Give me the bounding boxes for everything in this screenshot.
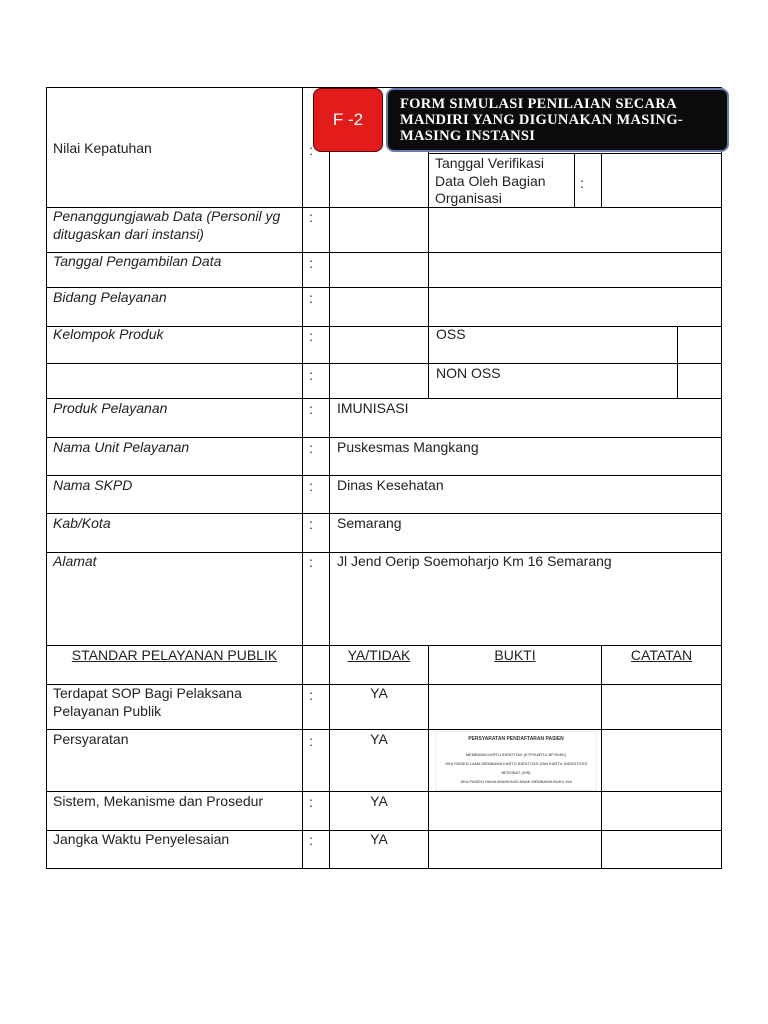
option-non-oss: NON OSS — [436, 365, 501, 381]
table-border-right — [721, 87, 722, 869]
evidence-doc-line: JIKA PASIEN LAMA MEMBAWA KARTU IDENTITAS DAN KARTU INDENTITAS BEROBAT (KIB) — [444, 761, 588, 775]
header-catatan: CATATAN — [630, 647, 693, 663]
col-line — [428, 645, 429, 869]
header-ya-tidak: YA/TIDAK — [347, 647, 411, 663]
row-line — [46, 363, 722, 364]
col-line — [601, 645, 602, 869]
form-code-badge: F -2 — [313, 88, 383, 152]
label-nama-skpd: Nama SKPD — [53, 477, 133, 493]
standard-name: Sistem, Mekanisme dan Prosedur — [53, 793, 264, 809]
evidence-doc-line: JIKA PASIEN HAMIL/IMUNISASI ANAK MEMBAWA BUKU KIA — [460, 779, 572, 784]
colon: : — [309, 401, 313, 417]
label-produk-pelayanan: Produk Pelayanan — [53, 400, 168, 416]
table-border-bottom — [46, 868, 722, 869]
colon: : — [309, 328, 313, 344]
colon: : — [309, 516, 313, 532]
header-bukti: BUKTI — [494, 647, 536, 663]
colon: : — [580, 175, 584, 191]
evidence-doc-title: PERSYARATAN PENDAFTARAN PASIEN — [468, 736, 564, 742]
colon: : — [309, 478, 313, 494]
label-bidang-pelayanan: Bidang Pelayanan — [53, 289, 167, 305]
colon: : — [309, 290, 313, 306]
standard-answer: YA — [370, 731, 388, 747]
colon: : — [309, 209, 313, 225]
value-kab-kota: Semarang — [337, 515, 402, 531]
colon: : — [309, 440, 313, 456]
standard-answer: YA — [370, 831, 388, 847]
col-line — [428, 207, 429, 398]
label-tanggal-verifikasi: Tanggal Verifikasi Data Oleh Bagian Organisasi — [435, 155, 546, 206]
col-line — [574, 153, 575, 207]
standard-answer: YA — [370, 685, 388, 701]
label-kelompok-produk: Kelompok Produk — [53, 326, 164, 342]
col-line — [302, 87, 303, 869]
standard-name: Terdapat SOP Bagi Pelaksana Pelayanan Publik — [53, 685, 242, 719]
label-penanggungjawab: Penanggungjawab Data (Personil yg ditugaskan dari instansi) — [53, 208, 281, 242]
col-line — [329, 87, 330, 869]
standard-name: Jangka Waktu Penyelesaian — [53, 831, 230, 847]
colon: : — [309, 142, 313, 158]
label-kab-kota: Kab/Kota — [53, 515, 111, 531]
standard-answer: YA — [370, 793, 388, 809]
value-nama-skpd: Dinas Kesehatan — [337, 477, 444, 493]
option-oss: OSS — [436, 326, 466, 342]
label-nilai-kepatuhan: Nilai Kepatuhan — [53, 140, 152, 156]
standard-name: Persyaratan — [53, 731, 129, 747]
label-nama-unit: Nama Unit Pelayanan — [53, 439, 190, 455]
table-border-left — [46, 87, 47, 869]
colon: : — [309, 832, 313, 848]
colon: : — [309, 733, 313, 749]
col-line — [677, 326, 678, 398]
value-alamat: Jl Jend Oerip Soemoharjo Km 16 Semarang — [337, 553, 612, 569]
label-tanggal-pengambilan: Tanggal Pengambilan Data — [53, 253, 222, 269]
colon: : — [309, 367, 313, 383]
colon: : — [309, 255, 313, 271]
col-line — [601, 153, 602, 207]
value-nama-unit: Puskesmas Mangkang — [337, 439, 479, 455]
evidence-doc-line: MEMBAWA KARTU IDENTITAS (KTP/KARTU BPJS/KK) — [465, 752, 567, 757]
colon: : — [309, 794, 313, 810]
label-alamat: Alamat — [53, 553, 97, 569]
row-line — [428, 153, 722, 154]
evidence-document-thumbnail[interactable] — [435, 731, 597, 791]
colon: : — [309, 554, 313, 570]
header-standar: STANDAR PELAYANAN PUBLIK — [71, 647, 278, 663]
form-title-banner: FORM SIMULASI PENILAIAN SECARA MANDIRI YANG DIGUNAKAN MASING-MASING INSTANSI — [386, 88, 729, 152]
colon: : — [309, 687, 313, 703]
value-produk-pelayanan: IMUNISASI — [337, 400, 409, 416]
